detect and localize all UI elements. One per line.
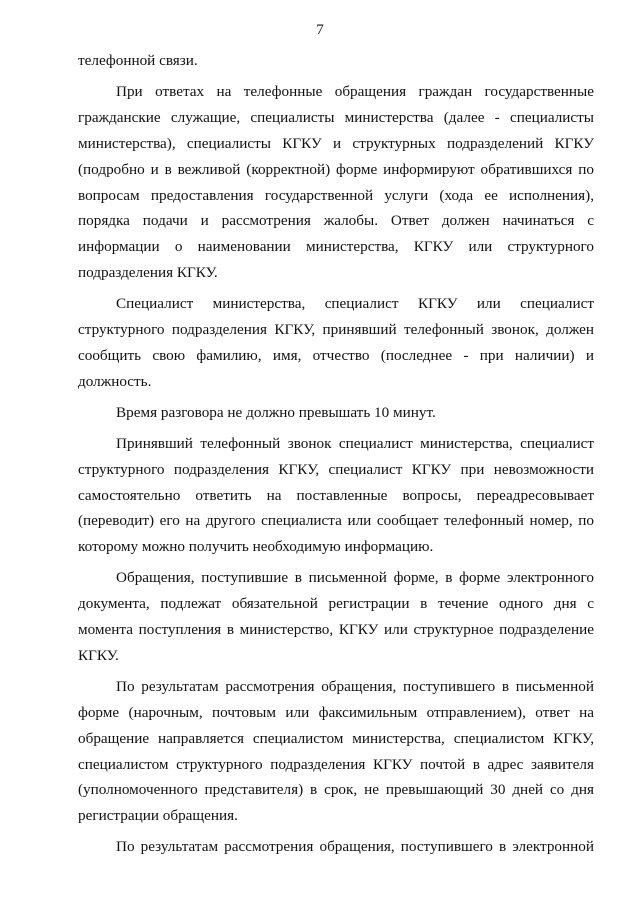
paragraph-specialist-introduction: Специалист министерства, специалист КГКУ или специалист структурного подразделения КГКУ, принявший телефонный звонок, должен сообщить свою фамилию, имя, отчество (последнее - при наличии) и должность. [78,295,594,390]
page-number: 7 [316,22,324,38]
paragraph-call-duration: Время разговора не должно превышать 10 минут. [116,403,436,421]
document-body [78,48,594,865]
paragraph-phone-inquiries: При ответах на телефонные обращения граждан государственные гражданские служащие, специалисты министерства (далее - специалисты министерства), специалисты КГКУ и структурных подразделений КГКУ (подробно и в вежливой (корректной) форме информируют обратившихся по вопросам предоставления государственной услуги (хода ее исполнения), порядка подачи и рассмотрения жалобы. Ответ должен начинаться с информации о наименовании министерства, КГКУ или структурного подразделения КГКУ. [78,82,594,282]
paragraph-written-response: По результатам рассмотрения обращения, поступившего в письменной форме (нарочным, почтовым или факсимильным отправлением), ответ на обращение направляется специалистом министерства, специалистом КГКУ, специалистом структурного подразделения КГКУ почтой в адрес заявителя (уполномоченного представителя) в срок, не превышающий 30 дней со дня регистрации обращения. [78,677,594,825]
paragraph-electronic-response: По результатам рассмотрения обращения, поступившего в электронной [116,838,594,856]
paragraph-telephone-continuation: телефонной связи. [78,52,198,69]
paragraph-written-registration: Обращения, поступившие в письменной форме, в форме электронного документа, подлежат обязательной регистрации в течение одного дня с момента поступления в министерство, КГКУ или структурное подразделение КГКУ. [78,569,594,664]
paragraph-call-redirect: Принявший телефонный звонок специалист министерства, специалист структурного подразделения КГКУ, специалист КГКУ при невозможности самостоятельно ответить на поставленные вопросы, переадресовывает (переводит) его на другого специалиста или сообщает телефонный номер, по которому можно получить необходимую информацию. [78,434,594,556]
